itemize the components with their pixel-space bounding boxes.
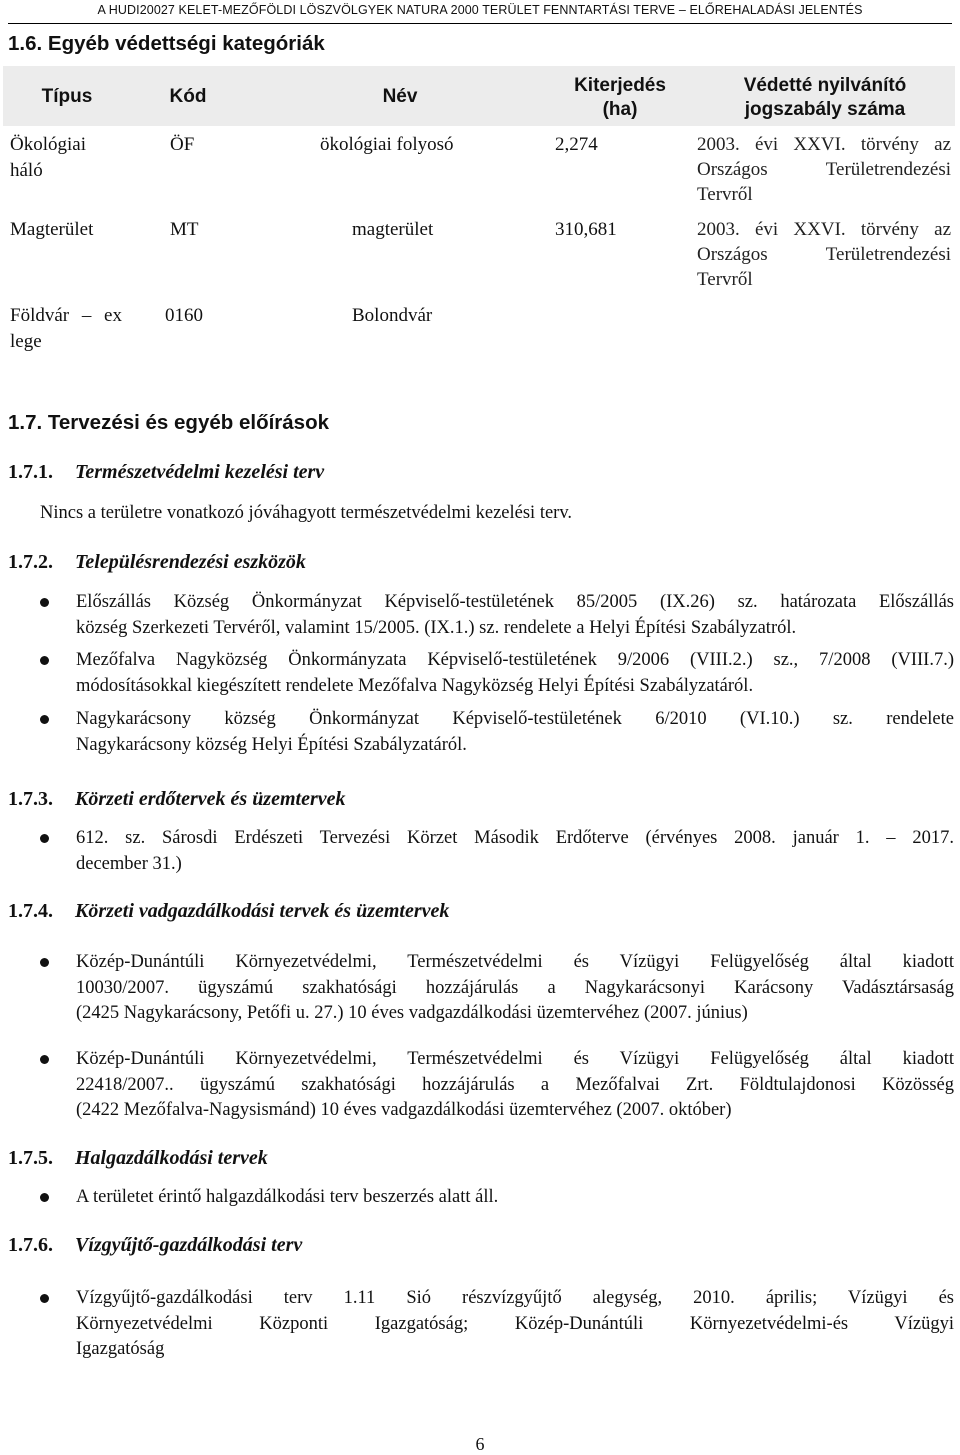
list-item-line: 10030/2007. ügyszámú szakhatósági hozzájárulás a Nagykarácsonyi Karácsony Vadásztársaság — [76, 977, 954, 998]
running-header-text: A HUDI20027 KELET-MEZŐFÖLDI LÖSZVÖLGYEK NATURA 2000 TERÜLET FENNTARTÁSI TERVE – ELŐREHALADÁSI JELENTÉS — [97, 3, 863, 17]
subsection-title: Körzeti erdőtervek és üzemtervek — [75, 788, 346, 810]
running-header — [8, 2, 952, 24]
cell-law-line3: Tervről — [697, 184, 753, 205]
list-item — [76, 707, 954, 758]
subsection-1-7-1-heading — [8, 461, 808, 484]
th-area-line1: Kiterjedés — [574, 75, 666, 96]
list-item-line: Nagykarácsony község Helyi Építési Szabályzatáról. — [76, 734, 467, 755]
list-item-line: Közép-Dunántúli Környezetvédelmi, Természetvédelmi és Vízügyi Felügyelőség által kiadott — [76, 952, 954, 972]
list-item-line: december 31.) — [76, 853, 182, 874]
bullet-icon — [40, 834, 49, 843]
list-item-line: község Szerkezeti Tervéről, valamint 15/2005. (IX.1.) sz. rendelete a Helyi Építési Szabályzatról. — [76, 617, 797, 638]
subsection-title: Körzeti vadgazdálkodási tervek és üzemtervek — [75, 900, 450, 922]
list-item — [76, 950, 954, 1027]
th-law-line1: Védetté nyilvánító — [743, 75, 907, 96]
cell-type-line1: Ökológiai — [10, 134, 86, 155]
bullet-icon — [40, 1193, 49, 1202]
list-item — [76, 590, 954, 641]
cell-law-line1: 2003. évi XXVI. törvény az — [697, 219, 951, 240]
bullet-icon — [40, 958, 49, 967]
list-item-line: Közép-Dunántúli Környezetvédelmi, Természetvédelmi és Vízügyi Felügyelőség által kiadott — [76, 1049, 954, 1069]
bullet-icon — [40, 656, 49, 665]
page-number: 6 — [475, 1434, 485, 1454]
th-area — [560, 74, 680, 122]
subsection-title: Vízgyűjtő-gazdálkodási terv — [75, 1234, 303, 1256]
subsection-number: 1.7.1. — [8, 461, 53, 483]
th-type: Típus — [41, 86, 93, 107]
subsection-title: Természetvédelmi kezelési terv — [75, 461, 325, 483]
subsection-title: Halgazdálkodási tervek — [75, 1147, 268, 1169]
section-number: 1.7. — [8, 411, 43, 434]
bullet-icon — [40, 715, 49, 724]
section-number: 1.6. — [8, 32, 43, 55]
bullet-icon — [40, 1294, 49, 1303]
list-item-line: A területet érintő halgazdálkodási terv beszerzés alatt áll. — [76, 1187, 499, 1207]
subsection-1-7-6-heading — [8, 1234, 808, 1257]
cell-area: 2,274 — [555, 134, 598, 155]
cell-code: MT — [170, 219, 199, 240]
subsection-number: 1.7.4. — [8, 900, 53, 922]
cell-law-line2: Országos Területrendezési — [697, 244, 951, 265]
cell-code: 0160 — [165, 305, 203, 326]
cell-type — [10, 303, 122, 355]
cell-code: ÖF — [170, 134, 195, 155]
list-item — [76, 1185, 954, 1211]
th-area-line2: (ha) — [602, 99, 638, 120]
list-item-line: 22418/2007.. ügyszámú szakhatósági hozzájárulás a Mezőfalvai Zrt. Földtulajdonosi Közösség — [76, 1074, 954, 1095]
th-law-line2: jogszabály száma — [744, 99, 906, 120]
list-item-line: Mezőfalva Nagyközség Önkormányzata Képviselő-testületének 9/2006 (VIII.2.) sz., 7/2008 (VIII.7.) — [76, 650, 954, 670]
subsection-number: 1.7.5. — [8, 1147, 53, 1169]
list-item-line: Vízgyűjtő-gazdálkodási terv 1.11 Sió részvízgyűjtő alegység, 2010. április; Vízügyi és — [76, 1288, 954, 1308]
cell-law-line2: Országos Területrendezési — [697, 159, 951, 180]
list-item — [76, 648, 954, 699]
cell-type-line2: háló — [10, 160, 43, 181]
paragraph: Nincs a területre vonatkozó jóváhagyott természetvédelmi kezelési terv. — [40, 503, 573, 523]
subsection-1-7-2-heading — [8, 551, 808, 574]
section-title: Tervezési és egyéb előírások — [47, 411, 329, 434]
th-name: Név — [382, 86, 418, 107]
subsection-1-7-4-heading — [8, 900, 808, 923]
section-1-6-heading — [8, 32, 325, 56]
cell-type-line2: lege — [10, 331, 42, 352]
cell-name: Bolondvár — [352, 305, 433, 326]
subsection-1-7-5-heading — [8, 1147, 808, 1170]
subsection-number: 1.7.6. — [8, 1234, 53, 1256]
bullet-icon — [40, 598, 49, 607]
cell-law-line1: 2003. évi XXVI. törvény az — [697, 134, 951, 155]
list-item — [76, 826, 954, 877]
cell-type: Magterület — [10, 219, 94, 240]
list-item-line: Igazgatóság — [76, 1339, 165, 1359]
section-1-7-heading — [8, 411, 329, 435]
cell-name: ökológiai folyosó — [320, 134, 454, 155]
subsection-1-7-3-heading — [8, 788, 808, 811]
list-item-line: módosításokkal kiegészített rendelete Mezőfalva Nagyközség Helyi Építési Szabályzatáról. — [76, 675, 754, 696]
cell-law — [697, 217, 951, 292]
list-item-line: Nagykarácsony község Önkormányzat Képviselő-testületének 6/2010 (VI.10.) sz. rendelete — [76, 709, 954, 729]
cell-area: 310,681 — [555, 219, 617, 240]
bullet-icon — [40, 1055, 49, 1064]
subsection-number: 1.7.2. — [8, 551, 53, 573]
cell-name: magterület — [352, 219, 434, 240]
list-item-line: Környezetvédelmi Központi Igazgatóság; Közép-Dunántúli Környezetvédelmi-és Vízügyi — [76, 1313, 954, 1334]
section-title: Egyéb védettségi kategóriák — [47, 32, 325, 55]
list-item-line: (2422 Mezőfalva-Nagysismánd) 10 éves vadgazdálkodási üzemtervéhez (2007. október) — [76, 1100, 732, 1120]
list-item — [76, 1286, 954, 1363]
cell-type-line1: Földvár – ex — [10, 305, 122, 326]
list-item-line: (2425 Nagykarácsony, Petőfi u. 27.) 10 éves vadgazdálkodási üzemtervéhez (2007. június) — [76, 1003, 748, 1023]
subsection-title: Településrendezési eszközök — [75, 551, 306, 573]
cell-law — [697, 132, 951, 207]
cell-law-line3: Tervről — [697, 269, 753, 290]
th-code: Kód — [169, 86, 207, 107]
list-item — [76, 1047, 954, 1124]
list-item-line: Előszállás Község Önkormányzat Képviselő-testületének 85/2005 (IX.26) sz. határozata Előszállás — [76, 592, 954, 612]
subsection-number: 1.7.3. — [8, 788, 53, 810]
list-item-line: 612. sz. Sárosdi Erdészeti Tervezési Körzet Második Erdőterve (érvényes 2008. január 1. – 2017. — [76, 828, 954, 848]
cell-type — [10, 132, 86, 184]
th-law — [730, 74, 920, 122]
